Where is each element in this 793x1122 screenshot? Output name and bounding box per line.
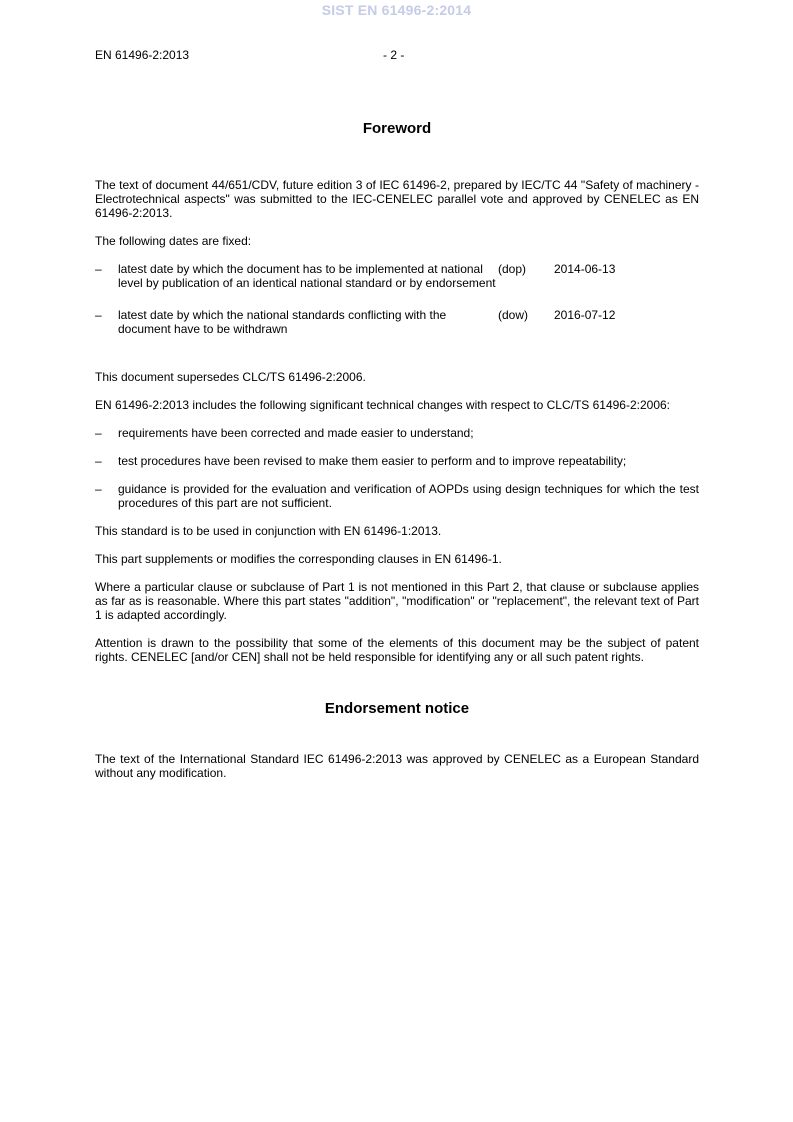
clause-note: Where a particular clause or subclause of Part 1 is not mentioned in this Part 2, that clause or subclause applies as far as is reasonable. Where this part states "addition", "modification" or "replacement", the relevant text of Part 1 is adapted accordingly. <box>95 580 699 622</box>
change-item <box>95 482 699 510</box>
date-item-dop <box>95 262 699 290</box>
date-description: latest date by which the national standards conflicting with the document have to be withdrawn <box>118 308 447 336</box>
date-value: 2014-06-13 <box>554 262 616 276</box>
watermark: SIST EN 61496-2:2014 <box>321 2 472 18</box>
endorsement-title: Endorsement notice <box>324 700 470 717</box>
document-body <box>95 120 699 780</box>
patent-note: Attention is drawn to the possibility that some of the elements of this document may be the subject of patent rights. CENELEC [and/or CEN] shall not be held responsible for identifying any or all such patent rights. <box>95 636 699 664</box>
change-item <box>95 426 699 440</box>
dates-intro: The following dates are fixed: <box>95 234 252 248</box>
header-doc-id: EN 61496-2:2013 <box>95 48 190 62</box>
date-item-dow <box>95 308 699 336</box>
supplements-text: This part supplements or modifies the corresponding clauses in EN 61496-1. <box>95 552 502 566</box>
change-text: requirements have been corrected and made easier to understand; <box>118 426 474 440</box>
list-dash: – <box>95 308 102 322</box>
list-dash: – <box>95 482 102 496</box>
date-value: 2016-07-12 <box>554 308 616 322</box>
date-code: (dop) <box>498 262 527 276</box>
date-code: (dow) <box>498 308 529 322</box>
header-page-number: - 2 - <box>383 48 405 62</box>
date-description: latest date by which the document has to be implemented at national level by publication of an identical national standard or by endorsement <box>118 262 496 290</box>
list-dash: – <box>95 426 102 440</box>
supersedes-text: This document supersedes CLC/TS 61496-2:2006. <box>95 370 366 384</box>
changes-intro: EN 61496-2:2013 includes the following significant technical changes with respect to CLC/TS 61496-2:2006: <box>95 398 671 412</box>
foreword-title: Foreword <box>362 120 432 137</box>
endorsement-text: The text of the International Standard IEC 61496-2:2013 was approved by CENELEC as a European Standard without any modification. <box>95 752 699 780</box>
list-dash: – <box>95 262 102 276</box>
change-text: guidance is provided for the evaluation and verification of AOPDs using design techniques for which the test procedures of this part are not sufficient. <box>118 482 699 510</box>
list-dash: – <box>95 454 102 468</box>
conjunction-text: This standard is to be used in conjunction with EN 61496-1:2013. <box>95 524 442 538</box>
change-text: test procedures have been revised to make them easier to perform and to improve repeatability; <box>118 454 627 468</box>
foreword-intro: The text of document 44/651/CDV, future edition 3 of IEC 61496-2, prepared by IEC/TC 44 "Safety of machinery - Electrotechnical aspects" was submitted to the IEC-CENELEC parallel vote and approved by CENELEC as EN 61496-2:2013. <box>95 178 699 220</box>
change-item <box>95 454 699 468</box>
